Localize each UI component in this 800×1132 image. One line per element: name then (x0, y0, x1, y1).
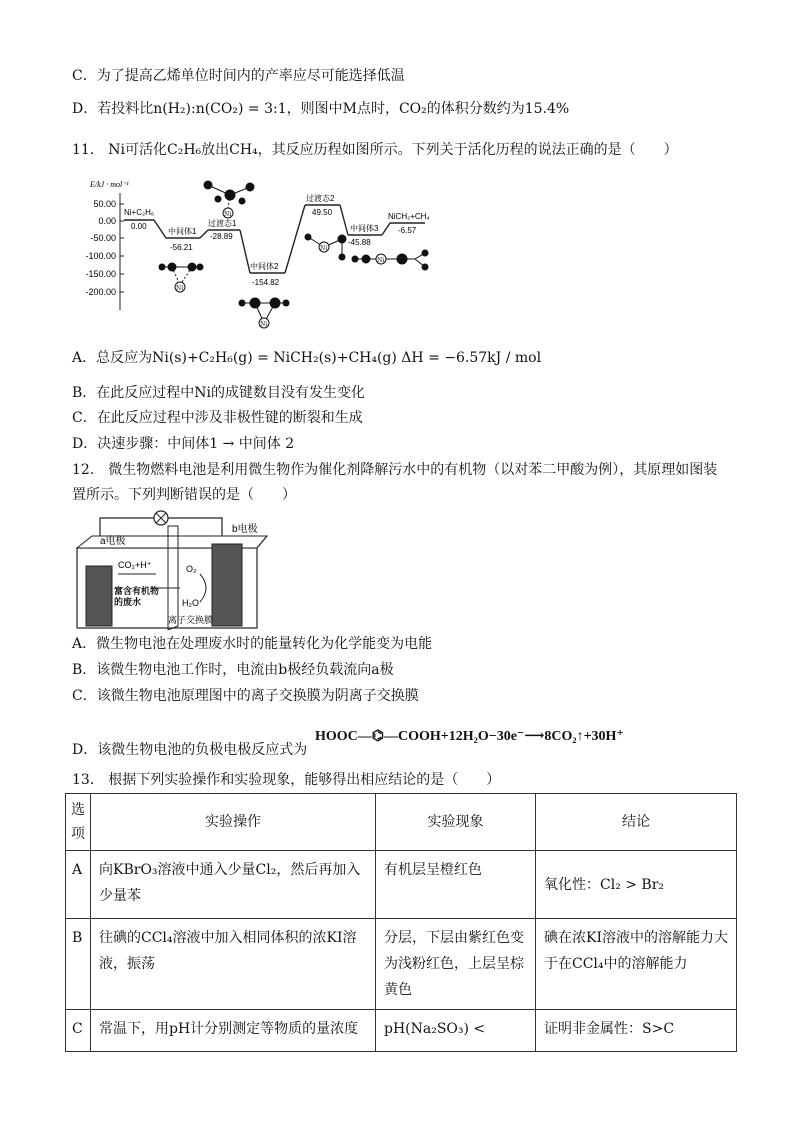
q12-equation: HOOC—⌬—COOH+12H₂O−30e⁻⟶8CO₂↑+30H⁺ (315, 729, 624, 744)
ni-label-1: Ni (224, 211, 232, 218)
q12-option-d: D．该微生物电池的负极电极反应式为 (72, 742, 308, 758)
a-electrode (86, 566, 112, 626)
row-b-operation: 往碘的CCl₄溶液中加入相同体积的浓KI溶液，振荡 (91, 919, 376, 1010)
q13-stem: 13． 根据下列实验操作和实验现象，能够得出相应结论的是（ ） (72, 772, 501, 788)
b-electrode (212, 544, 242, 626)
q12-fuel-cell-diagram (72, 508, 272, 630)
header-conclusion: 结论 (536, 794, 737, 851)
b-electrode-label: b电极 (232, 524, 258, 535)
state-i3-value: -45.88 (348, 238, 371, 247)
q12-option-b: B．该微生物电池工作时，电流由b极经负载流向a极 (72, 662, 394, 678)
q11-energy-diagram (80, 175, 560, 335)
q11-stem: 11． Ni可活化C₂H₆放出CH₄，其反应历程如图所示。下列关于活化历程的说法正确的是（ ） (72, 142, 678, 158)
row-c-operation: 常温下，用pH计分别测定等物质的量浓度 (91, 1010, 376, 1052)
state-ts2-value: 49.50 (312, 208, 333, 217)
ni-label-3: Ni (260, 321, 268, 328)
state-i2-name: 中间体2 (250, 262, 279, 271)
h2o-label: H₂O (182, 598, 199, 608)
table-header-row (66, 794, 737, 851)
q12-stem-line2: 置所示。下列判断错误的是（ ） (72, 487, 296, 503)
q11-option-a: A．总反应为Ni(s)+C₂H₆(g) = NiCH₂(s)+CH₄(g) ΔH = −6.57kJ / mol (72, 350, 542, 366)
table-row (66, 1010, 737, 1052)
tick-neg200: -200.00 (85, 287, 116, 297)
q10-option-d: D．若投料比n(H₂):n(CO₂) = 3:1，则图中M点时，CO₂的体积分数约为15.4% (72, 101, 570, 117)
state-i2-value: -154.82 (252, 278, 280, 287)
row-c-conclusion: 证明非金属性：S>C (536, 1010, 737, 1052)
q13-table (65, 793, 737, 1052)
state-i3-name: 中间体3 (350, 224, 379, 233)
state-product-name: NiCH₂+CH₄ (388, 212, 430, 221)
state-ts1-name: 过渡态1 (208, 219, 237, 228)
ni-label-4: Ni (320, 245, 328, 252)
q12-stem-line1: 12． 微生物燃料电池是利用微生物作为催化剂降解污水中的有机物（以对苯二甲酸为例），其原理如图装 (72, 462, 718, 478)
tick-neg150: -150.00 (85, 269, 116, 279)
tick-neg50: -50.00 (90, 233, 116, 243)
molecule-left (159, 263, 203, 292)
q11-option-b: B．在此反应过程中Ni的成键数目没有发生变化 (72, 385, 366, 401)
header-operation: 实验操作 (91, 794, 376, 851)
co2-h-label: CO₂+H⁺ (118, 560, 152, 570)
q12-option-c: C．该微生物电池原理图中的离子交换膜为阴离子交换膜 (72, 688, 419, 704)
waste-label: 富含有机物的废水 (114, 586, 160, 607)
molecule-bottom (239, 298, 289, 328)
ni-label-2: Ni (176, 285, 184, 292)
row-b-phenomenon: 分层，下层由紫红色变为浅粉红色，上层呈棕黄色 (376, 919, 536, 1010)
state-ts2-name: 过渡态2 (306, 194, 335, 203)
q11-option-c: C．在此反应过程中涉及非极性键的断裂和生成 (72, 410, 363, 426)
molecule-top (204, 181, 254, 218)
state-i1-value: -56.21 (170, 243, 193, 252)
a-electrode-label: a电极 (100, 536, 126, 547)
y-axis-label: E/kJ · mol⁻¹ (90, 180, 129, 189)
membrane-label: 离子交换膜 (168, 615, 214, 625)
state-reactant-name: Ni+C₂H₆ (124, 208, 155, 217)
state-product-value: -6.57 (398, 226, 417, 235)
q12-option-a: A．微生物电池在处理废水时的能量转化为化学能变为电能 (72, 636, 433, 652)
state-i1-name: 中间体1 (168, 227, 197, 236)
o2-label: O₂ (186, 564, 197, 574)
table-row (66, 919, 737, 1010)
row-a-phenomenon: 有机层呈橙红色 (376, 851, 536, 919)
row-a-operation: 向KBrO₃溶液中通入少量Cl₂，然后再加入少量苯 (91, 851, 376, 919)
state-ts1-value: -28.89 (210, 232, 233, 241)
tick-neg100: -100.00 (85, 251, 116, 261)
row-a-option: A (66, 851, 91, 919)
tick-0: 0.00 (98, 216, 116, 226)
table-row (66, 851, 737, 919)
q11-option-d: D．决速步骤：中间体1 → 中间体 2 (72, 436, 295, 452)
q10-option-c: C．为了提高乙烯单位时间内的产率应尽可能选择低温 (72, 68, 405, 84)
state-reactant-value: 0.00 (131, 222, 147, 231)
header-option: 选项 (66, 794, 91, 851)
row-c-option: C (66, 1010, 91, 1052)
ni-label-5: Ni (377, 257, 385, 264)
header-phenomenon: 实验现象 (376, 794, 536, 851)
row-a-conclusion: 氧化性：Cl₂ > Br₂ (536, 851, 737, 919)
row-b-conclusion: 碘在浓KI溶液中的溶解能力大于在CCl₄中的溶解能力 (536, 919, 737, 1010)
tick-50: 50.00 (93, 199, 116, 209)
row-b-option: B (66, 919, 91, 1010)
row-c-phenomenon: pH(Na₂SO₃) < (376, 1010, 536, 1052)
